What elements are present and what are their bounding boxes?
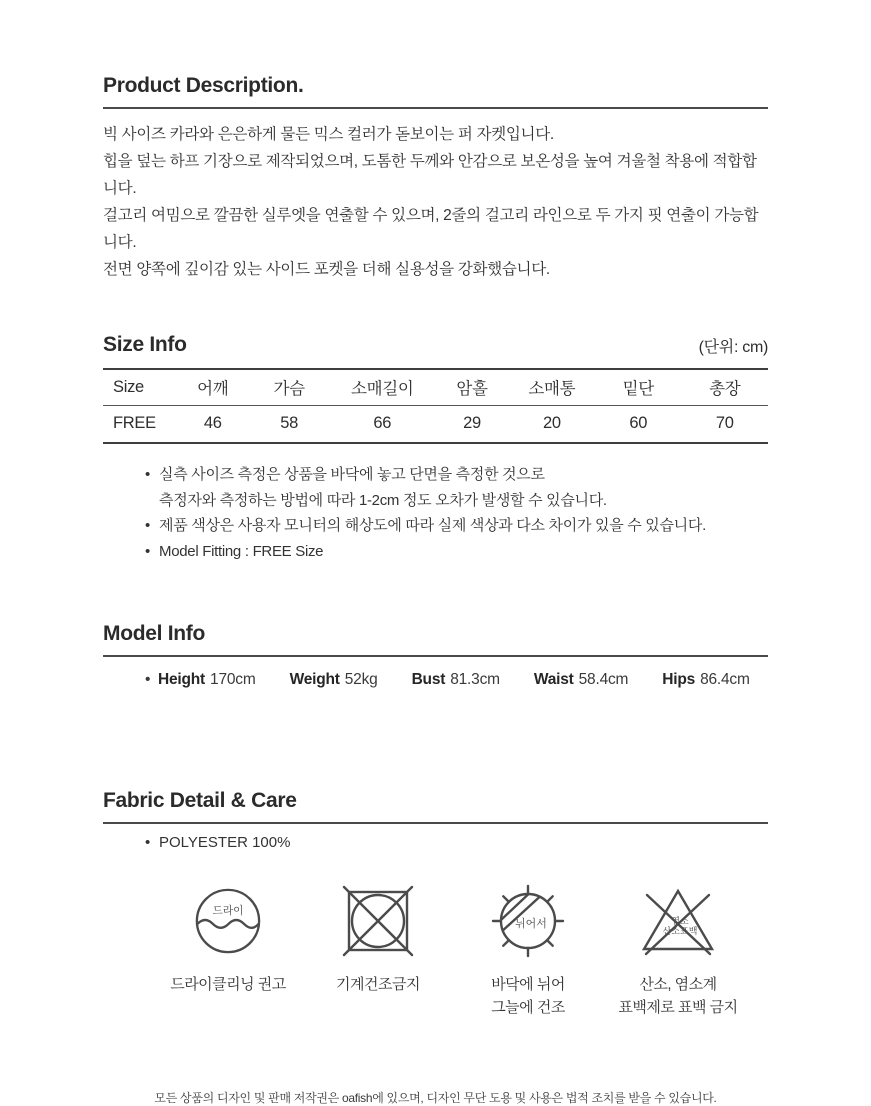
dry-clean-icon xyxy=(193,879,263,963)
size-table-cell: 20 xyxy=(542,414,561,432)
dry-flat-shade-icon xyxy=(486,879,570,963)
care-item-dry-clean xyxy=(158,879,298,1019)
model-measurements xyxy=(145,671,768,689)
measurement-value: 86.4cm xyxy=(700,671,750,688)
size-unit-label: (단위: cm) xyxy=(698,339,768,356)
size-table-header: 밑단 xyxy=(622,380,654,398)
measurement-value: 170cm xyxy=(210,671,256,688)
description-line: 걸고리 여밈으로 깔끔한 실루엣을 연출할 수 있으며, 2줄의 걸고리 라인으로 두 가지 핏 연출이 가능합니다. xyxy=(103,207,759,251)
measurement-label: Height xyxy=(158,671,206,688)
care-item-no-tumble-dry xyxy=(308,879,448,1019)
model-measurement xyxy=(534,671,628,689)
size-table-header-row xyxy=(103,369,768,406)
size-table-cell: 60 xyxy=(629,414,648,432)
product-description-section xyxy=(103,74,768,283)
material-composition: • POLYESTER 100% xyxy=(145,834,768,851)
model-measurement xyxy=(145,671,256,689)
care-caption xyxy=(618,973,737,1019)
care-caption-line: 산소, 염소계 xyxy=(639,976,717,993)
no-bleach-icon-label: 염소 xyxy=(671,916,689,926)
size-info-title: Size Info xyxy=(103,333,187,356)
dry-flat-shade-icon-label: 뉘어서 xyxy=(515,918,547,930)
care-caption-line: 그늘에 건조 xyxy=(491,999,565,1016)
care-caption-line: 바닥에 뉘어 xyxy=(491,976,565,993)
size-table-header: 소매길이 xyxy=(350,380,414,398)
copyright-notice: 모든 상품의 디자인 및 판매 저작권은 oafish에 있으며, 디자인 무단 도용 및 사용은 법적 조치를 받을 수 있습니다. xyxy=(154,1091,717,1105)
section-divider xyxy=(103,655,768,657)
product-description-title: Product Description. xyxy=(103,74,304,97)
measurement-label: Bust xyxy=(411,671,446,688)
product-description-text xyxy=(103,121,768,283)
content-area xyxy=(103,74,768,1019)
care-caption xyxy=(491,973,565,1019)
measurement-label: Hips xyxy=(662,671,696,688)
description-line: 힙을 덮는 하프 기장으로 제작되었으며, 도톰한 두께와 안감으로 보온성을 높여 겨울철 착용에 적합합니다. xyxy=(103,153,757,197)
dry-clean-icon-label: 드라이 xyxy=(212,905,244,918)
description-line: 빅 사이즈 카라와 은은하게 물든 믹스 컬러가 돋보이는 퍼 자켓입니다. xyxy=(103,126,554,143)
size-table xyxy=(103,368,768,444)
care-caption xyxy=(170,973,286,996)
size-table-header: 소매통 xyxy=(528,380,576,398)
size-table-header: 가슴 xyxy=(273,380,305,398)
care-item-no-bleach xyxy=(608,879,748,1019)
measurement-label: Waist xyxy=(533,671,574,688)
care-caption-line: 기계건조금지 xyxy=(336,976,420,993)
care-caption-line: 드라이클리닝 권고 xyxy=(170,976,286,993)
size-table-cell: 58 xyxy=(280,414,299,432)
care-caption-line: 표백제로 표백 금지 xyxy=(618,999,738,1016)
size-table-header: Size xyxy=(113,377,144,396)
fabric-care-title: Fabric Detail & Care xyxy=(103,789,297,812)
size-note: • Model Fitting : FREE Size xyxy=(145,539,768,565)
model-measurement xyxy=(662,671,749,689)
size-table-header: 총장 xyxy=(709,380,741,398)
model-measurement xyxy=(290,671,378,689)
size-note-continued: 측정자와 측정하는 방법에 따라 1-2cm 정도 오차가 발생할 수 있습니다. xyxy=(159,491,607,509)
size-info-header xyxy=(103,333,768,357)
section-divider xyxy=(103,822,768,824)
size-table-cell: FREE xyxy=(113,414,156,432)
section-divider xyxy=(103,107,768,109)
size-table-cell: 70 xyxy=(715,414,734,432)
model-info-section xyxy=(103,622,768,689)
size-table-cell: 29 xyxy=(463,414,481,432)
size-table-cell: 66 xyxy=(373,414,392,432)
fabric-care-section xyxy=(103,789,768,1019)
care-item-dry-flat-shade xyxy=(458,879,598,1019)
size-table-cell: 46 xyxy=(203,414,222,432)
size-table-header: 어깨 xyxy=(197,380,229,398)
size-info-section xyxy=(103,333,768,564)
no-bleach-icon xyxy=(637,879,719,963)
size-note: • 제품 색상은 사용자 모니터의 해상도에 따라 실제 색상과 다소 차이가 있을 수 있습니다. xyxy=(145,513,768,539)
care-caption xyxy=(336,973,420,996)
description-line: 전면 양쪽에 깊이감 있는 사이드 포켓을 더해 실용성을 강화했습니다. xyxy=(103,261,550,278)
model-info-title: Model Info xyxy=(103,622,205,645)
size-notes xyxy=(145,462,768,564)
care-symbols-row xyxy=(158,879,748,1019)
size-table-header: 암홀 xyxy=(456,380,488,398)
no-tumble-dry-icon xyxy=(341,879,415,963)
no-bleach-icon-label: 산소표백 xyxy=(662,926,698,936)
size-table-row xyxy=(103,406,768,444)
measurement-value: 52kg xyxy=(344,671,378,688)
size-note: • 실측 사이즈 측정은 상품을 바닥에 놓고 단면을 측정한 것으로 xyxy=(145,462,768,488)
measurement-value: 58.4cm xyxy=(578,671,629,688)
measurement-value: 81.3cm xyxy=(450,671,500,688)
measurement-label: Weight xyxy=(289,671,340,688)
model-measurement xyxy=(412,671,500,689)
